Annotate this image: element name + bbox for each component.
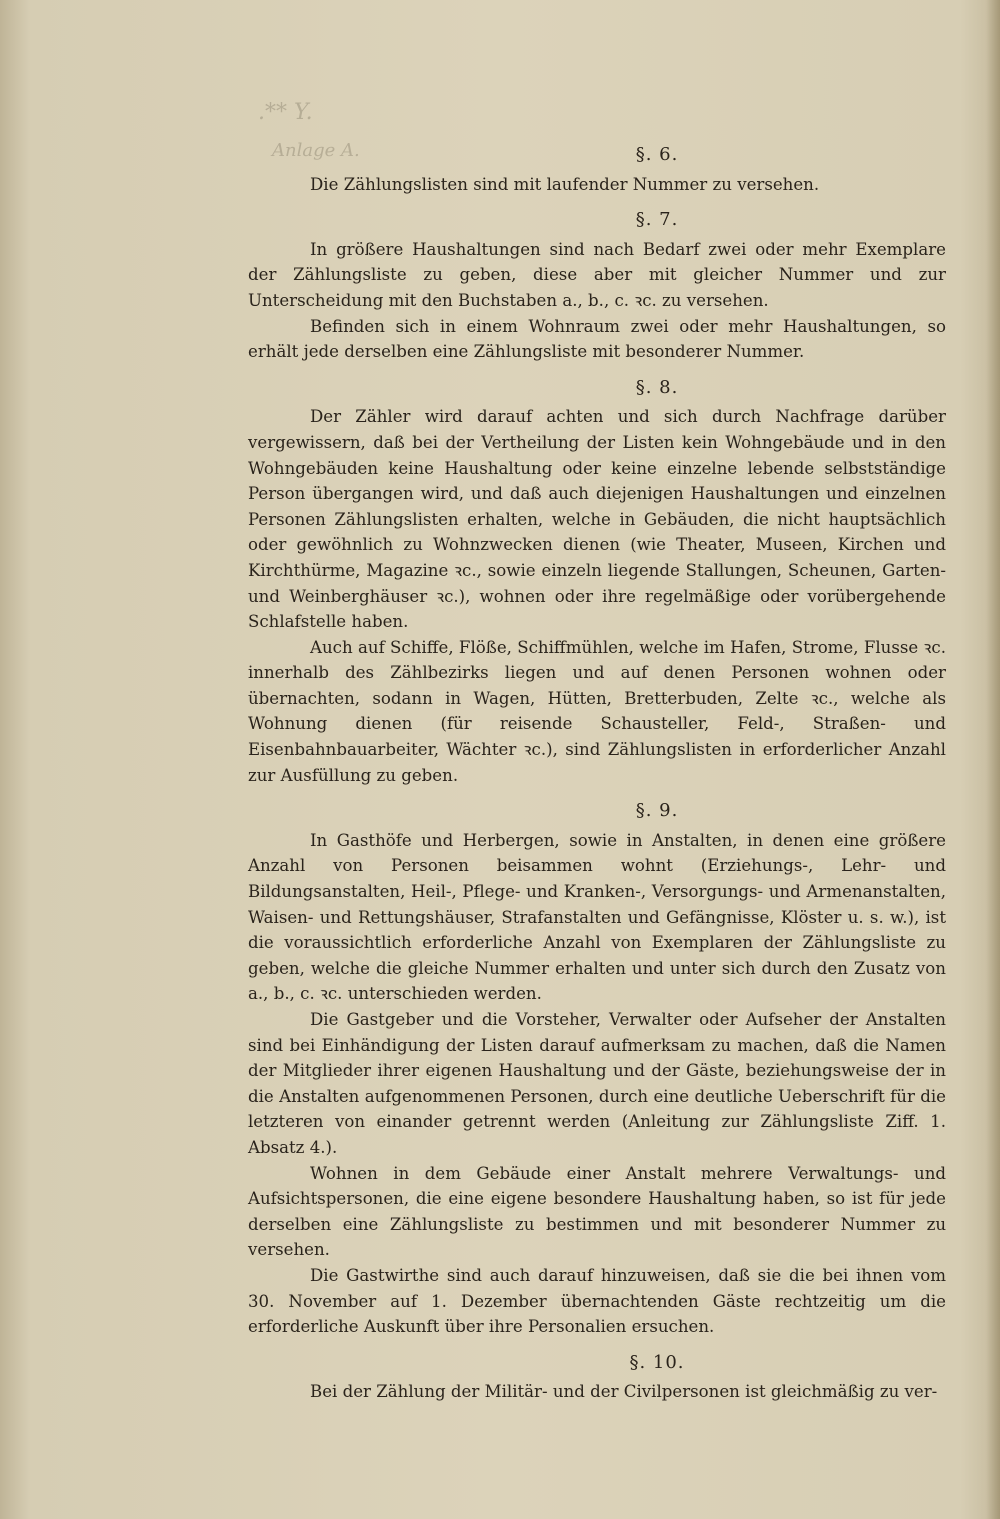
paragraph: In größere Haushaltungen sind nach Bedarf zwei oder mehr Exemplare der Zählungsliste zu geben, diese aber mit gleicher Nummer und zur Unterscheidung mit den Buchstaben a., b., c. ꝛc. zu versehen.: [248, 239, 946, 310]
section-9: [248, 798, 946, 1339]
paragraph: Wohnen in dem Gebäude einer Anstalt mehrere Verwaltungs- und Aufsichtspersonen, die eine eigene besondere Haushaltung haben, so ist für jede derselben eine Zählungsliste zu bestimmen und mit besonderer Nummer zu versehen.: [248, 1163, 946, 1260]
paragraph: Befinden sich in einem Wohnraum zwei oder mehr Haushaltungen, so erhält jede derselben eine Zählungsliste mit besonderer Nummer.: [248, 316, 946, 362]
paragraph: Bei der Zählung der Militär- und der Civilpersonen ist gleichmäßig zu ver-: [310, 1382, 938, 1402]
page-edge-shadow: [986, 0, 1000, 1519]
section-heading: §. 6.: [635, 144, 679, 165]
bleed-annex-text: Anlage A.: [272, 140, 360, 161]
section-7: [248, 207, 946, 365]
paragraph: Die Gastwirthe sind auch darauf hinzuweisen, daß sie die bei ihnen vom 30. November auf 1. Dezember übernachtenden Gäste rechtzeitig um die erforderliche Auskunft über ihre Personalien ersuchen.: [248, 1265, 946, 1337]
section-6: [248, 142, 946, 197]
section-heading: §. 7.: [635, 209, 679, 231]
bleed-top-text: .** Y.: [258, 100, 313, 125]
paragraph: In Gasthöfe und Herbergen, sowie in Anstalten, in denen eine größere Anzahl von Personen beisammen wohnt (Erziehungs-, Lehr- und Bildungsanstalten, Heil-, Pflege- und Kranken-, Versorgungs- und Armenanstalten, Waisen- und Rettungshäuser, Strafanstalten und Gefängnisse, Klöster u. s. w.), ist die voraussichtlich erforderliche Anzahl von Exemplaren der Zählungsliste zu geben, welche die gleiche Nummer erhalten und unter sich durch den Zusatz von a., b., c. ꝛc. unterschieden werden.: [248, 830, 946, 1004]
paragraph: Der Zähler wird darauf achten und sich durch Nachfrage darüber vergewissern, daß bei der Vertheilung der Listen kein Wohngebäude und in den Wohngebäuden keine Haushaltung oder keine einzelne lebende selbstständige Person übergangen wird, und daß auch diejenigen Haushaltungen und einzelnen Personen Zählungslisten erhalten, welche in Gebäuden, die nicht hauptsächlich oder gewöhnlich zu Wohnzwecken dienen (wie Theater, Museen, Kirchen und Kirchthürme, Magazine ꝛc., sowie einzeln liegende Stallungen, Scheunen, Garten- und Weinberghäuser ꝛc.), wohnen oder ihre regelmäßige oder vorübergehende Schlafstelle haben.: [248, 407, 946, 632]
paragraph: Auch auf Schiffe, Flöße, Schiffmühlen, welche im Hafen, Strome, Flusse ꝛc. innerhalb des Zählbezirks liegen und auf denen Personen wohnen oder übernachten, sodann in Wagen, Hütten, Bretterbuden, Zelte ꝛc., welche als Wohnung dienen (für reisende Schausteller, Feld-, Straßen- und Eisenbahnbauarbeiter, Wächter ꝛc.), sind Zählungslisten in erforderlicher Anzahl zur Ausfüllung zu geben.: [248, 637, 946, 785]
document-body: [248, 138, 946, 1405]
section-heading: §. 9.: [635, 800, 679, 822]
section-10: [248, 1350, 946, 1405]
paragraph: Die Zählungslisten sind mit laufender Nummer zu versehen.: [310, 174, 820, 194]
section-heading: §. 8.: [635, 376, 679, 398]
section-heading: §. 10.: [629, 1351, 685, 1373]
section-8: [248, 375, 946, 789]
paragraph: Die Gastgeber und die Vorsteher, Verwalter oder Aufseher der Anstalten sind bei Einhändigung der Listen darauf aufmerksam zu machen, daß die Namen der Mitglieder ihrer eigenen Haushaltung und der Gäste, beziehungsweise der in die Anstalten aufgenommenen Personen, durch eine deutliche Ueberschrift für die letzteren von einander getrennt werden (Anleitung zur Zählungsliste Ziff. 1. Absatz 4.).: [248, 1010, 946, 1157]
